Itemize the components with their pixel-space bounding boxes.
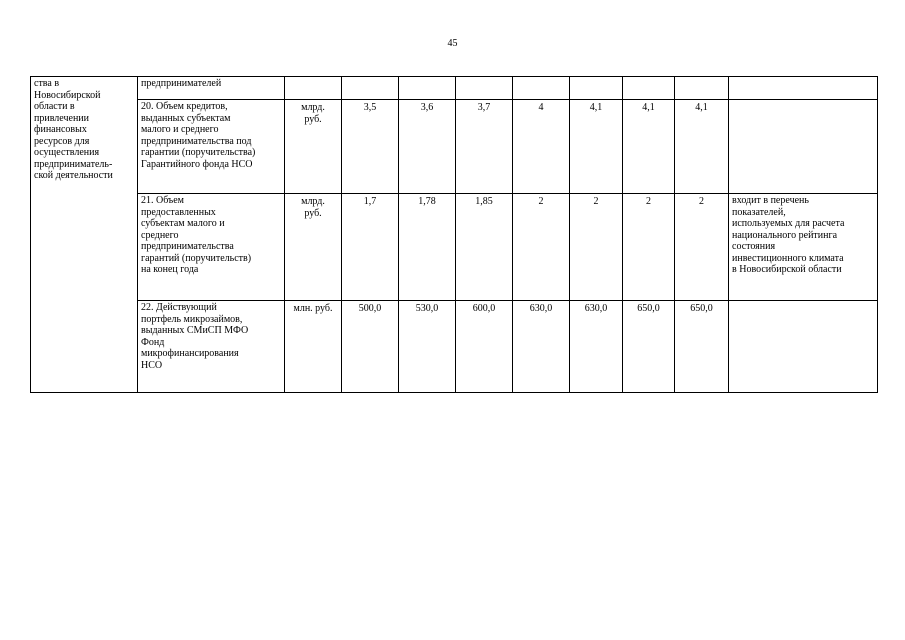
value-cell: 630,0 (570, 301, 623, 393)
note-cell (729, 77, 878, 100)
value-cell: 3,6 (399, 100, 456, 194)
indicator-cell: 21. Объем предоставленных субъектам малого и среднего предпринимательства гарантий (поручительств) на конец года (138, 194, 285, 301)
note-cell (729, 301, 878, 393)
value-cell: 650,0 (623, 301, 675, 393)
value-cell (456, 77, 513, 100)
value-cell (675, 77, 729, 100)
unit-cell: млрд. руб. (285, 100, 342, 194)
group-label-cell: ства в Новосибирской области в привлечении финансовых ресурсов для осуществления предприниматель- ской деятельности (31, 77, 138, 393)
value-cell: 4,1 (623, 100, 675, 194)
note-cell: входит в перечень показателей, используемых для расчета национального рейтинга состояния инвестиционного климата в Новосибирской области (729, 194, 878, 301)
value-cell (513, 77, 570, 100)
value-cell (570, 77, 623, 100)
table-row (31, 301, 878, 393)
unit-cell (285, 77, 342, 100)
table-row (31, 100, 878, 194)
value-cell: 1,7 (342, 194, 399, 301)
value-cell: 3,5 (342, 100, 399, 194)
value-cell: 600,0 (456, 301, 513, 393)
value-cell: 4,1 (570, 100, 623, 194)
value-cell (399, 77, 456, 100)
value-cell: 1,78 (399, 194, 456, 301)
value-cell: 1,85 (456, 194, 513, 301)
value-cell: 630,0 (513, 301, 570, 393)
indicator-cell: 20. Объем кредитов, выданных субъектам малого и среднего предпринимательства под гарантии (поручительства) Гарантийного фонда НСО (138, 100, 285, 194)
indicators-table (30, 76, 878, 393)
value-cell: 4,1 (675, 100, 729, 194)
value-cell: 500,0 (342, 301, 399, 393)
value-cell: 4 (513, 100, 570, 194)
indicator-cell: 22. Действующий портфель микрозаймов, выданных СМиСП МФО Фонд микрофинансирования НСО (138, 301, 285, 393)
value-cell: 2 (623, 194, 675, 301)
value-cell: 2 (675, 194, 729, 301)
table-row (31, 194, 878, 301)
unit-cell: млн. руб. (285, 301, 342, 393)
value-cell: 3,7 (456, 100, 513, 194)
value-cell: 2 (570, 194, 623, 301)
indicator-cell: предпринимателей (138, 77, 285, 100)
value-cell (342, 77, 399, 100)
value-cell: 2 (513, 194, 570, 301)
page-number: 45 (447, 38, 458, 49)
table-row (31, 77, 878, 100)
note-cell (729, 100, 878, 194)
unit-cell: млрд. руб. (285, 194, 342, 301)
value-cell: 530,0 (399, 301, 456, 393)
value-cell: 650,0 (675, 301, 729, 393)
value-cell (623, 77, 675, 100)
